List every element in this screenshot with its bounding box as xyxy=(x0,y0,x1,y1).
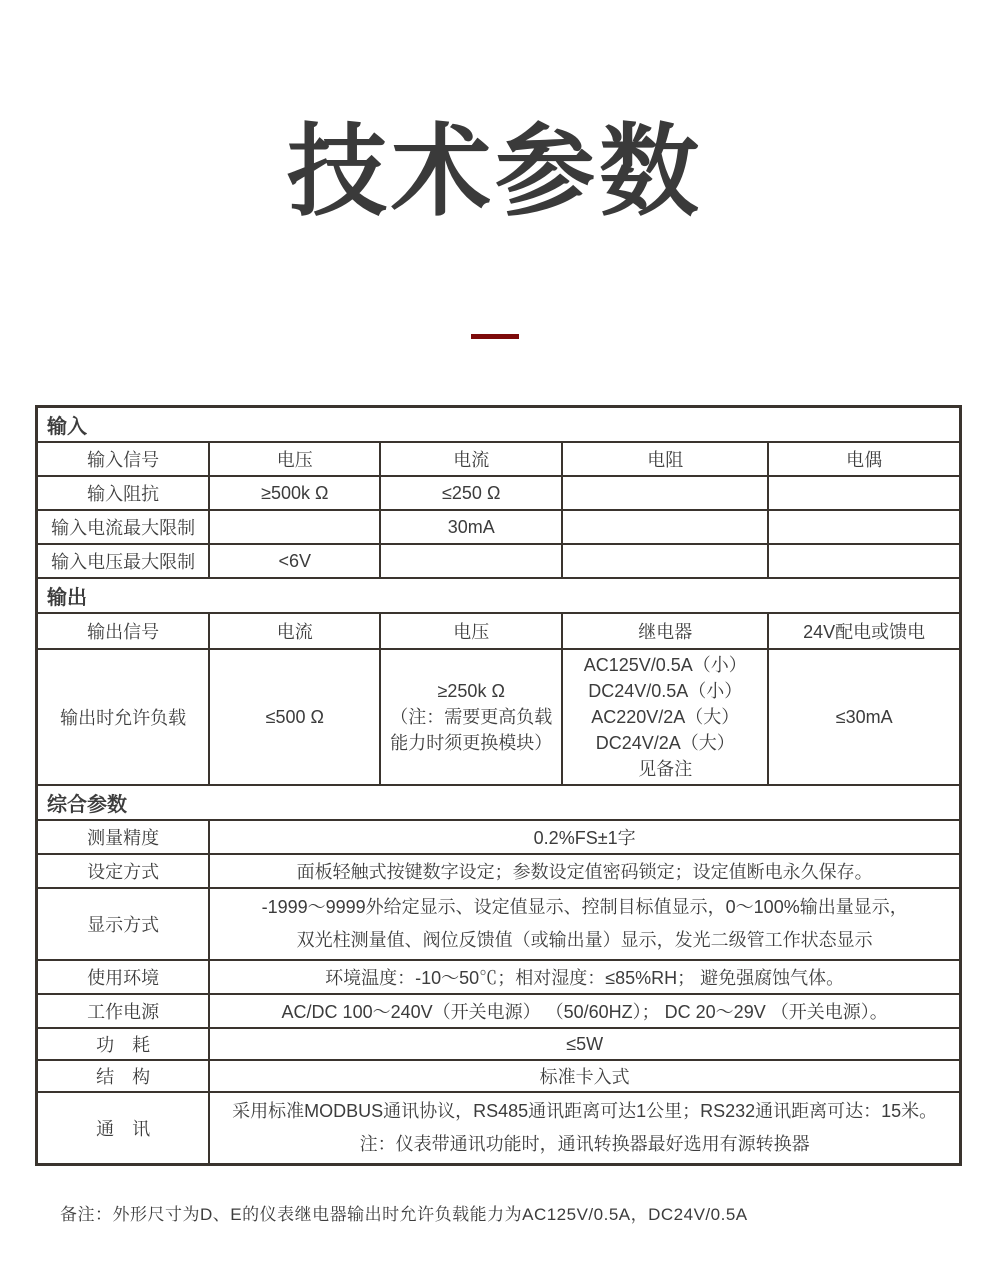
general-setting-label: 设定方式 xyxy=(37,854,210,888)
table-cell-empty xyxy=(768,510,960,544)
table-cell-empty xyxy=(562,476,768,510)
output-col-header-relay: 继电器 xyxy=(562,613,768,649)
table-cell-empty xyxy=(562,544,768,578)
table-cell-empty xyxy=(209,510,380,544)
cell-line: AC125V/0.5A（小） xyxy=(583,655,747,675)
input-col-header-resistance: 电阻 xyxy=(562,442,768,476)
table-cell-empty xyxy=(768,476,960,510)
table-cell: ≥500k Ω xyxy=(209,476,380,510)
cell-line: ≥250k Ω xyxy=(437,681,505,701)
input-col-header-voltage: 电压 xyxy=(209,442,380,476)
section-header-general: 综合参数 xyxy=(37,785,961,820)
general-setting-value: 面板轻触式按键数字设定；参数设定值密码锁定；设定值断电永久保存。 xyxy=(209,854,960,888)
input-max-current-label: 输入电流最大限制 xyxy=(37,510,210,544)
cell-line: 双光柱测量值、阀位反馈值（或输出量）显示，发光二级管工作状态显示 xyxy=(296,930,873,950)
output-load-relay-cell xyxy=(562,649,768,785)
cell-line: AC220V/2A（大） xyxy=(591,707,740,727)
general-structure-value: 标准卡入式 xyxy=(209,1060,960,1092)
output-col-header-voltage: 电压 xyxy=(380,613,562,649)
output-col-header-24v-feed: 24V配电或馈电 xyxy=(768,613,960,649)
general-communication-value xyxy=(209,1092,960,1165)
general-accuracy-label: 测量精度 xyxy=(37,820,210,854)
general-environment-label: 使用环境 xyxy=(37,960,210,994)
input-max-voltage-label: 输入电压最大限制 xyxy=(37,544,210,578)
general-power-value: AC/DC 100～240V（开关电源） （50/60HZ）； DC 20～29V （开关电源）。 xyxy=(209,994,960,1028)
input-impedance-label: 输入阻抗 xyxy=(37,476,210,510)
general-structure-label: 结 构 xyxy=(37,1060,210,1092)
spec-table xyxy=(35,405,962,1166)
output-load-label: 输出时允许负载 xyxy=(37,649,210,785)
output-col-header-current: 电流 xyxy=(209,613,380,649)
cell-line: -1999～9999外给定显示、设定值显示、控制目标值显示，0～100%输出量显示， xyxy=(261,897,908,917)
cell-line: 注：仪表带通讯功能时，通讯转换器最好选用有源转换器 xyxy=(359,1134,810,1154)
general-display-label: 显示方式 xyxy=(37,888,210,960)
table-cell: ≤250 Ω xyxy=(380,476,562,510)
cell-line: DC24V/0.5A（小） xyxy=(588,681,743,701)
table-cell: 30mA xyxy=(380,510,562,544)
title-divider-line xyxy=(471,334,519,339)
table-cell-empty xyxy=(562,510,768,544)
section-header-input: 输入 xyxy=(37,407,961,443)
table-cell-empty xyxy=(380,544,562,578)
table-cell: <6V xyxy=(209,544,380,578)
output-load-voltage-cell xyxy=(380,649,562,785)
cell-line: （注：需要更高负载 xyxy=(390,707,553,727)
general-consumption-label: 功 耗 xyxy=(37,1028,210,1060)
output-col-header-signal: 输出信号 xyxy=(37,613,210,649)
general-environment-value: 环境温度：-10～50℃；相对湿度：≤85%RH； 避免强腐蚀气体。 xyxy=(209,960,960,994)
cell-line: 能力时须更换模块） xyxy=(390,733,553,753)
input-col-header-signal: 输入信号 xyxy=(37,442,210,476)
section-header-output: 输出 xyxy=(37,578,961,613)
page-title: 技术参数 xyxy=(287,116,703,228)
general-accuracy-value: 0.2%FS±1字 xyxy=(209,820,960,854)
cell-line: 采用标准MODBUS通讯协议，RS485通讯距离可达1公里；RS232通讯距离可达：15米。 xyxy=(232,1101,938,1121)
input-col-header-thermocouple: 电偶 xyxy=(768,442,960,476)
output-load-current-cell: ≤500 Ω xyxy=(209,649,380,785)
table-cell-empty xyxy=(768,544,960,578)
general-power-label: 工作电源 xyxy=(37,994,210,1028)
general-consumption-value: ≤5W xyxy=(209,1028,960,1060)
general-communication-label: 通 讯 xyxy=(37,1092,210,1165)
output-load-feed-cell: ≤30mA xyxy=(768,649,960,785)
cell-line: DC24V/2A（大） xyxy=(595,733,735,753)
cell-line: 见备注 xyxy=(638,759,693,779)
general-display-value xyxy=(209,888,960,960)
input-col-header-current: 电流 xyxy=(380,442,562,476)
footer-note: 备注：外形尺寸为D、E的仪表继电器输出时允许负载能力为AC125V/0.5A，DC24V/0.5A xyxy=(60,1205,748,1224)
